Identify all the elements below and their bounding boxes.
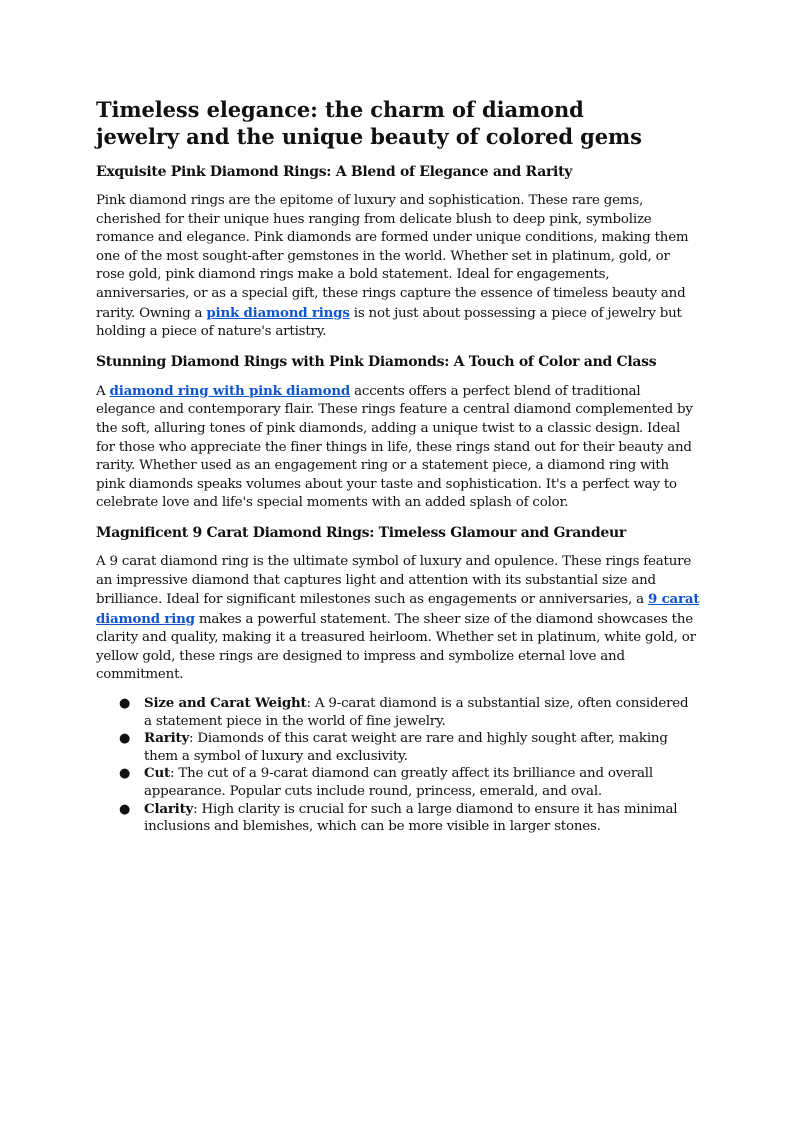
list-item-term: Size and Carat Weight xyxy=(144,695,307,712)
list-item-term: Clarity xyxy=(144,800,194,817)
section-paragraph-diamond-rings-pink-diamonds xyxy=(96,382,700,513)
paragraph-text: accents offers a perfect blend of traditional elegance and contemporary flair. These rings feature a central diamond complemented by the soft, alluring tones of pink diamonds, adding a unique twist to a classic design. Ideal for those who appreciate the finer things in life, these rings stand out for their beauty and rarity. Whether used as an engagement ring or a statement piece, a diamond ring with pink diamonds speaks volumes about your taste and sophistication. It's a perfect way to celebrate love and life's special moments with an added splash of color. xyxy=(96,383,693,511)
list-item-text: : The cut of a 9-carat diamond can greatly affect its brilliance and overall appearance. Popular cuts include round, princess, emerald, and oval. xyxy=(144,766,653,800)
section-paragraph-pink-diamond-rings xyxy=(96,192,700,342)
list-item xyxy=(96,695,700,730)
bullet-icon: ● xyxy=(119,766,131,782)
list-item-term: Rarity xyxy=(144,730,190,747)
section-heading-diamond-rings-pink-diamonds: Stunning Diamond Rings with Pink Diamonds: A Touch of Color and Class xyxy=(96,353,657,370)
paragraph-text: is not just about possessing a piece of jewelry but holding a piece of nature's artistry. xyxy=(96,305,682,340)
paragraph-text: A 9 carat diamond ring is the ultimate symbol of luxury and opulence. These rings feature an impressive diamond that captures light and attention with its substantial size and brilliance. Ideal for significant milestones such as engagements or anniversaries, a xyxy=(96,553,692,608)
feature-list xyxy=(96,695,700,836)
section-paragraph-9-carat-rings xyxy=(96,553,700,685)
9-carat-diamond-ring-link[interactable]: 9 carat diamond ring xyxy=(96,591,700,627)
list-item xyxy=(96,765,700,800)
document-title: Timeless elegance: the charm of diamond jewelry and the unique beauty of colored gems xyxy=(96,97,642,149)
section-heading-pink-diamond-rings: Exquisite Pink Diamond Rings: A Blend of Elegance and Rarity xyxy=(96,164,573,180)
paragraph-text: Pink diamond rings are the epitome of luxury and sophistication. These rare gems, cherished for their unique hues ranging from delicate blush to deep pink, symbolize romance and elegance. Pink diamonds are formed under unique conditions, making them one of the most sought-after gemstones in the world. Whether set in platinum, gold, or rose gold, pink diamond rings make a bold statement. Ideal for engagements, anniversaries, or as a special gift, these rings capture the essence of timeless beauty and rarity. Owning a xyxy=(96,193,689,321)
list-item-text: : Diamonds of this carat weight are rare and highly sought after, making them a symbol of luxury and exclusivity. xyxy=(144,731,668,764)
bullet-icon: ● xyxy=(119,696,131,712)
list-item xyxy=(96,801,700,836)
section-heading-9-carat-rings: Magnificent 9 Carat Diamond Rings: Timeless Glamour and Grandeur xyxy=(96,524,626,541)
list-item-term: Cut xyxy=(144,765,170,782)
list-item-text: : High clarity is crucial for such a large diamond to ensure it has minimal inclusions and blemishes, which can be more visible in larger stones. xyxy=(144,801,678,835)
diamond-ring-with-pink-diamond-link[interactable]: diamond ring with pink diamond xyxy=(109,382,351,399)
bullet-icon: ● xyxy=(119,801,131,817)
bullet-icon: ● xyxy=(119,731,131,747)
list-item xyxy=(96,730,700,765)
pink-diamond-rings-link[interactable]: pink diamond rings xyxy=(206,304,350,321)
list-item-text: : A 9-carat diamond is a substantial size, often considered a statement piece in the world of fine jewelry. xyxy=(144,696,689,729)
paragraph-text: makes a powerful statement. The sheer size of the diamond showcases the clarity and quality, making it a treasured heirloom. Whether set in platinum, white gold, or yellow gold, these rings are designed to impress and symbolize eternal love and commitment. xyxy=(96,611,696,683)
document-page xyxy=(96,96,700,836)
paragraph-text: A xyxy=(96,383,110,399)
